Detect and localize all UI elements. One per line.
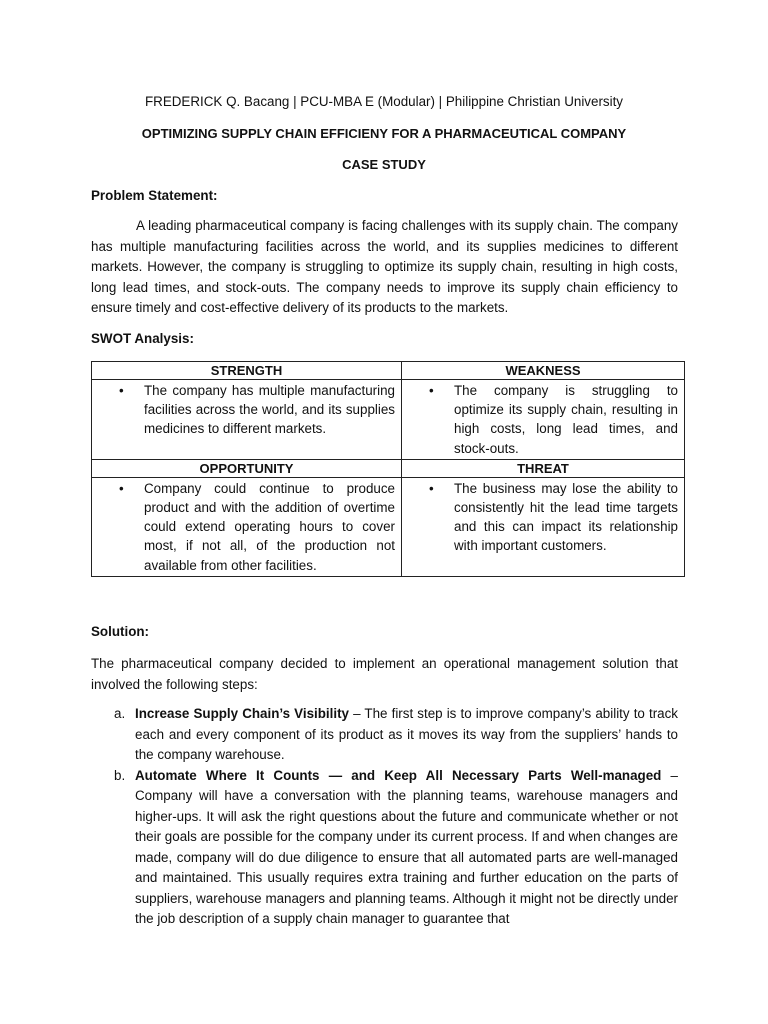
- bullet-icon: •: [429, 383, 434, 398]
- swot-table: [91, 361, 685, 577]
- swot-weakness-header: WEAKNESS: [402, 362, 685, 380]
- document-subtitle: CASE STUDY: [342, 157, 426, 172]
- author-line: FREDERICK Q. Bacang | PCU-MBA E (Modular) | Philippine Christian University: [144, 94, 623, 109]
- swot-opportunity-text: Company could continue to produce product and with the addition of overtime could extend operating hours to cover most, if not all, of the production not available from other facilities.: [144, 480, 395, 573]
- bullet-icon: •: [119, 383, 124, 398]
- step-text: – Company will have a conversation with the planning teams, warehouse managers and higher-ups. It will ask the right questions about the future and communicate whether or not their goals are possible for the company under its current process. If and when changes are made, company will do due diligence to ensure that all automated parts are well-managed and maintained. This usually requires extra training and further education on the parts of suppliers, warehouse managers and planning teams. Although it might not be directly under the job description of a supply chain manager to guarantee that: [135, 767, 679, 926]
- bullet-icon: •: [429, 480, 434, 496]
- step-title: Automate Where It Counts — and Keep All Necessary Parts Well-managed: [135, 767, 662, 783]
- swot-heading: SWOT Analysis:: [91, 331, 194, 346]
- swot-weakness-cell: [402, 380, 685, 460]
- swot-weakness-text: The company is struggling to optimize its supply chain, resulting in high costs, long lead times, and stock-outs.: [454, 383, 678, 456]
- swot-strength-text: The company has multiple manufacturing facilities across the world, and its supplies medicines to different markets.: [144, 383, 395, 437]
- swot-threat-header: THREAT: [402, 459, 685, 477]
- list-item: [91, 704, 678, 766]
- document-title: OPTIMIZING SUPPLY CHAIN EFFICIENY FOR A PHARMACEUTICAL COMPANY: [141, 126, 627, 141]
- solution-intro: The pharmaceutical company decided to implement an operational management solution that involved the following steps:: [91, 656, 678, 692]
- problem-heading: Problem Statement:: [91, 188, 218, 203]
- swot-threat-cell: [402, 477, 685, 576]
- step-title: Increase Supply Chain’s Visibility: [135, 706, 349, 721]
- swot-strength-cell: [92, 380, 402, 460]
- bullet-icon: •: [119, 480, 124, 496]
- solution-steps-list: [91, 704, 678, 930]
- step-text: – The first step is to improve company’s ability to track each and every component of its product as it moves its way from the suppliers’ hands to the company warehouse.: [135, 706, 678, 762]
- solution-heading: Solution:: [91, 624, 150, 639]
- swot-threat-text: The business may lose the ability to consistently hit the lead time targets and this can impact its relationship with important customers.: [454, 480, 678, 554]
- list-item: [91, 766, 678, 930]
- swot-opportunity-header: OPPORTUNITY: [92, 459, 402, 477]
- swot-opportunity-cell: [92, 477, 402, 576]
- list-marker: a.: [114, 706, 126, 721]
- list-marker: b.: [114, 767, 126, 783]
- swot-strength-header: STRENGTH: [92, 362, 402, 380]
- problem-paragraph: A leading pharmaceutical company is facing challenges with its supply chain. The company has multiple manufacturing facilities across the world, and its supplies medicines to different markets. However, the company is struggling to optimize its supply chain, resulting in high costs, long lead times, and stock-outs. The company needs to improve its supply chain efficiency to ensure timely and cost-effective delivery of its products to the markets.: [91, 218, 678, 315]
